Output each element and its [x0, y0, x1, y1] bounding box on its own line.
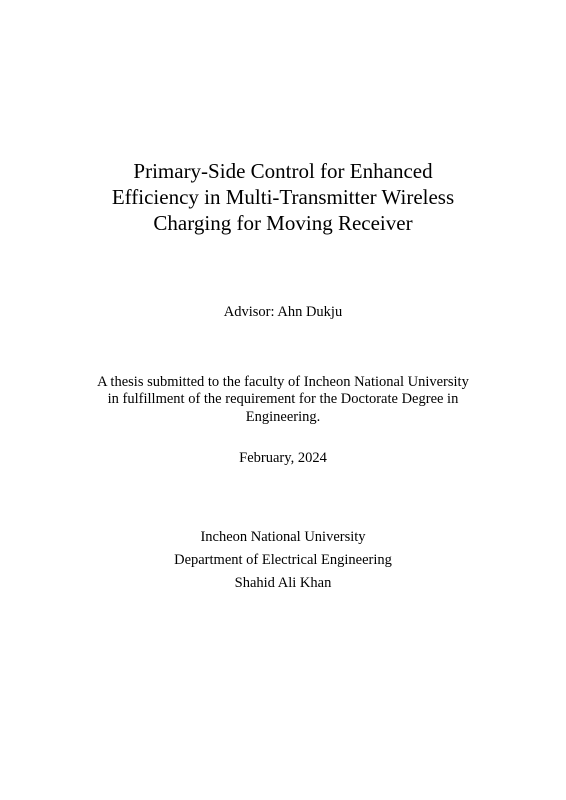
thesis-statement-line-2: in fulfillment of the requirement for the Doctorate Degree in [107, 391, 459, 407]
submission-date: February, 2024 [239, 450, 327, 466]
thesis-statement-line-3: Engineering. [245, 409, 321, 425]
thesis-statement-line-1: A thesis submitted to the faculty of Incheon National University [97, 374, 469, 390]
thesis-title-line-1: Primary-Side Control for Enhanced [133, 159, 433, 183]
author-name: Shahid Ali Khan [234, 575, 332, 591]
department-name: Department of Electrical Engineering [174, 552, 392, 568]
advisor-name: Advisor: Ahn Dukju [223, 304, 343, 320]
thesis-title-line-2: Efficiency in Multi-Transmitter Wireless [111, 185, 455, 209]
thesis-title-line-3: Charging for Moving Receiver [153, 211, 413, 235]
university-name: Incheon National University [200, 529, 366, 545]
